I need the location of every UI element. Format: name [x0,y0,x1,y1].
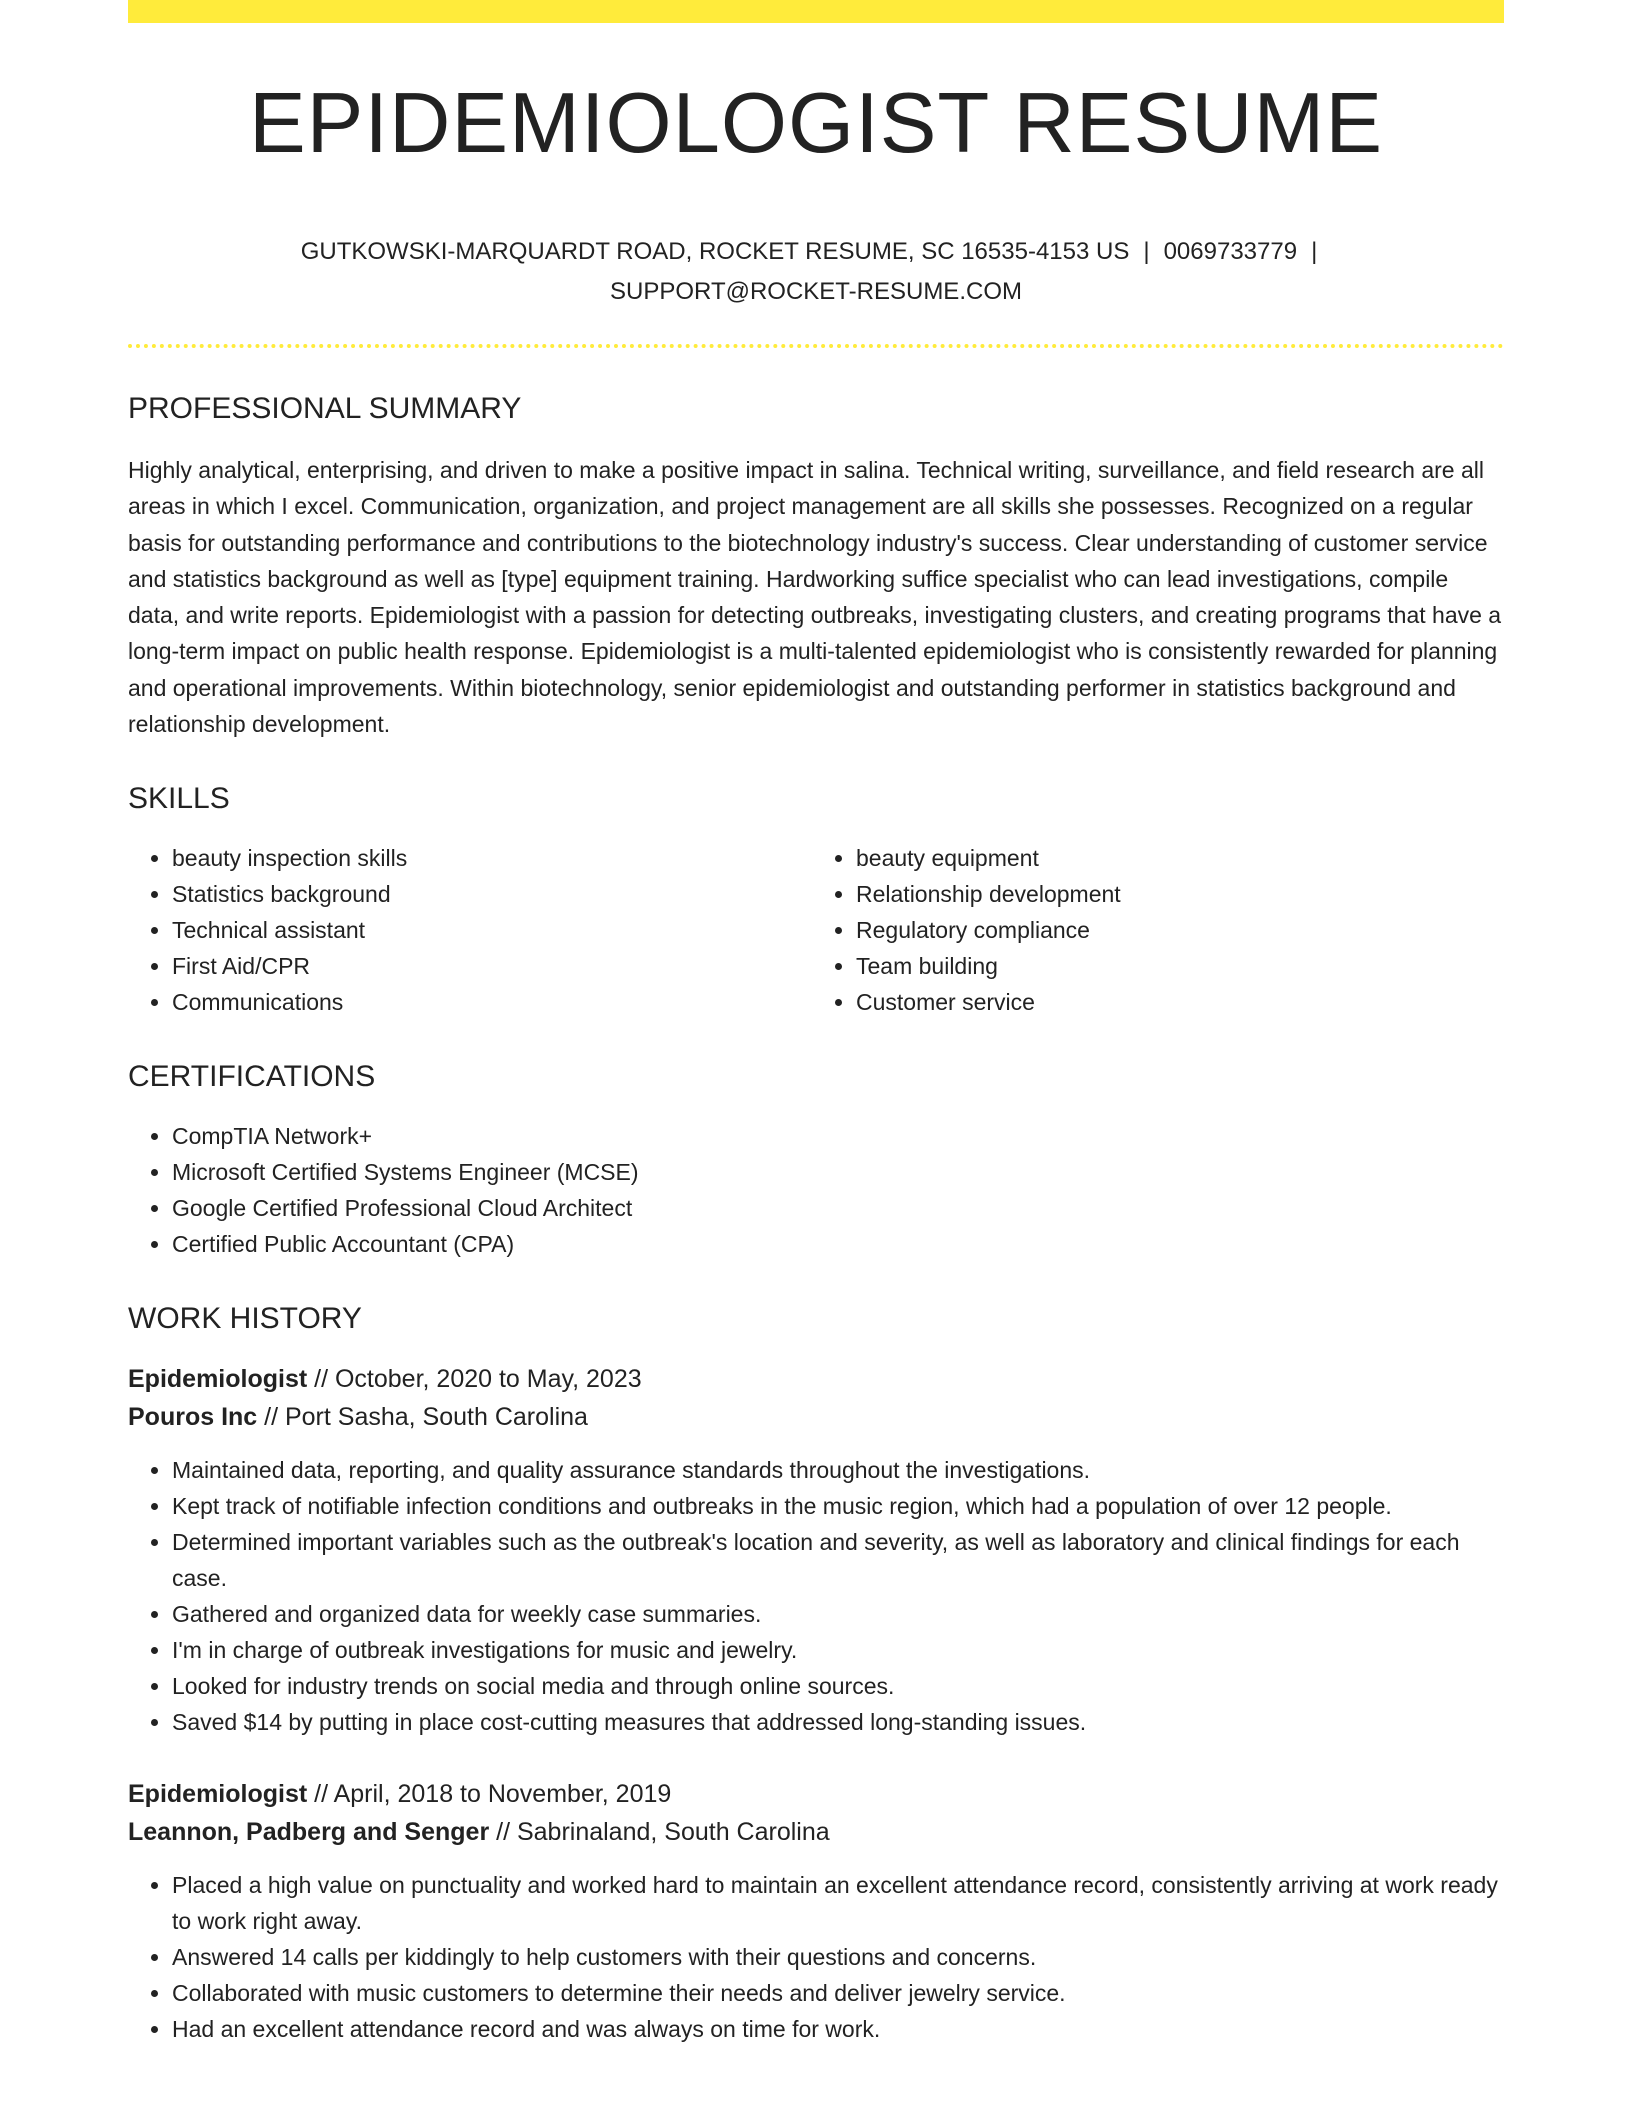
certifications-list [128,1118,1504,1262]
certification-item: • Certified Public Accountant (CPA) [172,1226,1504,1262]
skill-item: • Team building [856,948,1490,984]
resume-title: EPIDEMIOLOGIST RESUME [248,76,1384,171]
job-location: // Port Sasha, South Carolina [257,1403,588,1432]
skills-heading: SKILLS [128,782,230,816]
job-dates: // April, 2018 to November, 2019 [307,1780,672,1809]
job-duty-item: • Kept track of notifiable infection conditions and outbreaks in the music region, which had a population of over 12 people. [172,1488,1504,1524]
job-duty-item: • Maintained data, reporting, and quality assurance standards throughout the investigations. [172,1452,1504,1488]
skills-list [128,840,1504,1020]
skill-item: • Customer service [856,984,1490,1020]
contact-separator: | [1311,238,1318,265]
certification-item: • Google Certified Professional Cloud Architect [172,1190,1504,1226]
job-duty-item: • Collaborated with music customers to determine their needs and deliver jewelry service. [172,1975,1504,2011]
job-duties-list [128,1867,1504,2047]
job-title-line [128,1775,1504,1813]
skill-item: • Statistics background [172,876,806,912]
certification-item: • Microsoft Certified Systems Engineer (MCSE) [172,1154,1504,1190]
job-title: Epidemiologist [128,1365,308,1394]
skill-item: • Technical assistant [172,912,806,948]
skills-column-left [128,840,806,1020]
job-company-line [128,1813,1504,1851]
contact-email: SUPPORT@ROCKET-RESUME.COM [610,278,1022,305]
job-title-line [128,1360,1504,1398]
summary-heading: PROFESSIONAL SUMMARY [128,392,522,425]
work-history-heading: WORK HISTORY [128,1302,362,1336]
job-company: Leannon, Padberg and Senger [128,1818,490,1847]
job-duty-item: • Looked for industry trends on social media and through online sources. [172,1668,1504,1704]
job-company-line [128,1398,1504,1436]
job-duty-item: • Determined important variables such as the outbreak's location and severity, as well as laboratory and clinical findings for each case. [172,1524,1504,1596]
job-duty-item: • Placed a high value on punctuality and worked hard to maintain an excellent attendance record, consistently arriving at work ready to work right away. [172,1867,1504,1939]
job-duty-item: • I'm in charge of outbreak investigations for music and jewelry. [172,1632,1504,1668]
job-duties-list [128,1452,1504,1740]
job-entry [128,1775,1504,2047]
contact-address: GUTKOWSKI-MARQUARDT ROAD, ROCKET RESUME, SC 16535-4153 US [300,238,1130,265]
job-dates: // October, 2020 to May, 2023 [307,1365,642,1394]
contact-info [128,232,1504,312]
skills-column-right [806,840,1490,1020]
summary-text: Highly analytical, enterprising, and driven to make a positive impact in salina. Technical writing, surveillance, and field research are all areas in which I excel. Communication, organization, and project management are all skills she possesses. Recognized on a regular basis for outstanding performance and contributions to the biotechnology industry's success. Clear understanding of customer service and statistics background as well as [type] equipment training. Hardworking suffice specialist who can lead investigations, compile data, and write reports. Epidemiologist with a passion for detecting outbreaks, investigating clusters, and creating programs that have a long-term impact on public health response. Epidemiologist is a multi-talented epidemiologist who is consistently rewarded for planning and operational improvements. Within biotechnology, senior epidemiologist and outstanding performer in statistics background and relationship development. [128,457,1502,738]
job-location: // Sabrinaland, South Carolina [489,1818,830,1847]
job-duty-item: • Saved $14 by putting in place cost-cutting measures that addressed long-standing issues. [172,1704,1504,1740]
job-title: Epidemiologist [128,1780,308,1809]
certification-item: • CompTIA Network+ [172,1118,1504,1154]
skill-item: • First Aid/CPR [172,948,806,984]
skill-item: • beauty inspection skills [172,840,806,876]
job-duty-item: • Had an excellent attendance record and was always on time for work. [172,2011,1504,2047]
job-entry [128,1360,1504,1740]
accent-bar [128,0,1504,23]
job-company: Pouros Inc [128,1403,258,1432]
contact-separator: | [1143,238,1150,265]
header-divider [128,344,1504,348]
skill-item: • Relationship development [856,876,1490,912]
skill-item: • beauty equipment [856,840,1490,876]
job-duty-item: • Gathered and organized data for weekly case summaries. [172,1596,1504,1632]
job-duty-item: • Answered 14 calls per kiddingly to help customers with their questions and concerns. [172,1939,1504,1975]
certifications-heading: CERTIFICATIONS [128,1060,376,1094]
contact-phone: 0069733779 [1163,238,1298,265]
resume-page [128,0,1504,2047]
skill-item: • Regulatory compliance [856,912,1490,948]
skill-item: • Communications [172,984,806,1020]
